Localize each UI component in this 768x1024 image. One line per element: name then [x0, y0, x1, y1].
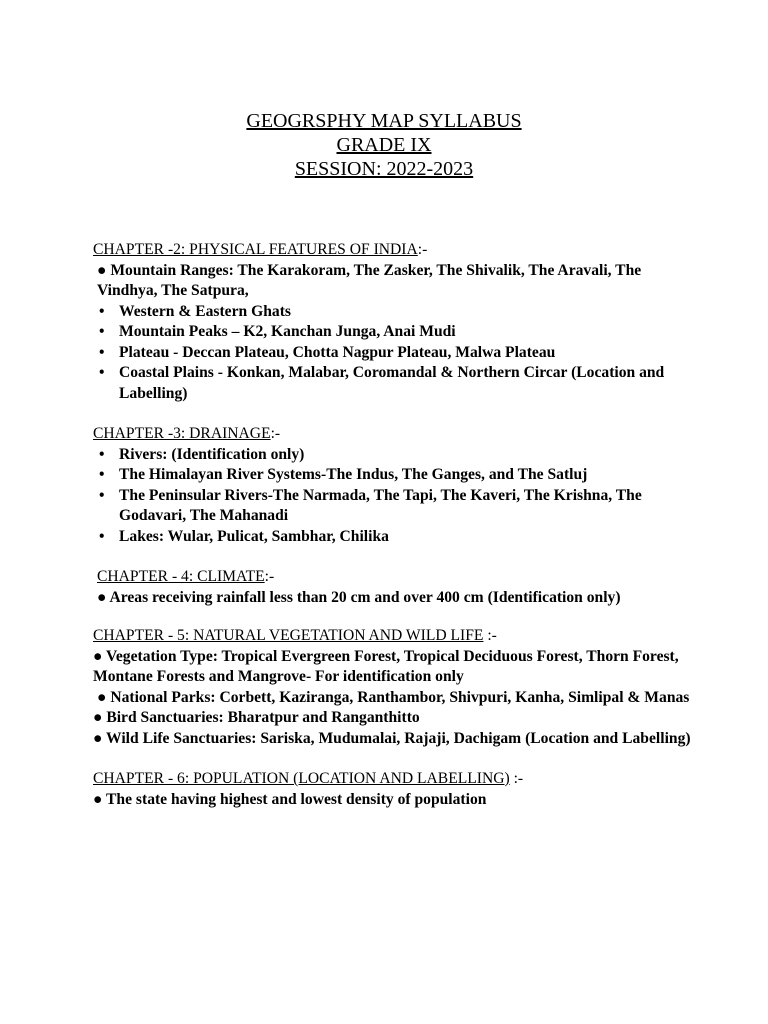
chapter-5-heading: CHAPTER - 5: NATURAL VEGETATION AND WILD LIFE :-: [93, 627, 497, 644]
bullet-icon: •: [99, 343, 105, 361]
list-item: ● Mountain Ranges: The Karakoram, The Zasker, The Shivalik, The Aravali, The Vindhya, The Satpura,: [97, 261, 642, 299]
chapter-4-heading: CHAPTER - 4: CLIMATE:-: [97, 568, 275, 585]
list-item: • The Peninsular Rivers-The Narmada, The Tapi, The Kaveri, The Krishna, The Godavari, The Mahanadi: [93, 486, 693, 527]
list-item: • The Himalayan River Systems-The Indus, The Ganges, and The Satluj: [93, 465, 693, 486]
list-item: • Plateau - Deccan Plateau, Chotta Nagpur Plateau, Malwa Plateau: [93, 343, 693, 364]
list-item: • Mountain Peaks – K2, Kanchan Junga, Anai Mudi: [93, 322, 693, 343]
list-item: • Lakes: Wular, Pulicat, Sambhar, Chilika: [93, 527, 693, 548]
list-item: ● The state having highest and lowest density of population: [93, 790, 487, 808]
title-line-1: GEOGRSPHY MAP SYLLABUS: [246, 110, 522, 132]
list-item: • Western & Eastern Ghats: [93, 302, 693, 323]
chapter-2-heading: CHAPTER -2: PHYSICAL FEATURES OF INDIA:-: [93, 241, 428, 258]
bullet-icon: •: [99, 466, 105, 483]
bullet-icon: •: [99, 302, 105, 320]
bullet-icon: •: [99, 323, 105, 340]
list-item: ● Areas receiving rainfall less than 20 cm and over 400 cm (Identification only): [97, 588, 621, 606]
chapter-2-section: [93, 240, 693, 404]
bullet-icon: •: [99, 364, 105, 381]
chapter-6-heading: CHAPTER - 6: POPULATION (LOCATION AND LABELLING) :-: [93, 770, 524, 787]
bullet-icon: •: [99, 527, 105, 545]
chapter-6-section: [93, 769, 693, 810]
chapter-3-section: [93, 424, 693, 547]
list-item: ● Bird Sanctuaries: Bharatpur and Ranganthitto: [93, 709, 420, 726]
document-title: [0, 109, 768, 181]
list-item: ● Wild Life Sanctuaries: Sariska, Mudumalai, Rajaji, Dachigam (Location and Labelling): [93, 729, 691, 747]
title-line-3: SESSION: 2022-2023: [294, 158, 474, 180]
list-item: • Rivers: (Identification only): [93, 445, 693, 466]
chapter-4-section: [93, 567, 693, 608]
list-item: ● Vegetation Type: Tropical Evergreen Forest, Tropical Deciduous Forest, Thorn Forest, Montane Forests and Mangrove- For identification only: [93, 647, 679, 685]
syllabus-content: [93, 240, 693, 830]
title-line-2: GRADE IX: [336, 134, 432, 156]
list-item: • Coastal Plains - Konkan, Malabar, Coromandal & Northern Circar (Location and Labelling): [93, 363, 693, 404]
chapter-3-heading: CHAPTER -3: DRAINAGE:-: [93, 425, 281, 442]
bullet-icon: •: [99, 445, 105, 463]
bullet-icon: •: [99, 486, 105, 504]
list-item: ● National Parks: Corbett, Kaziranga, Ranthambor, Shivpuri, Kanha, Simlipal & Manas: [97, 688, 690, 706]
chapter-5-section: [93, 626, 693, 749]
